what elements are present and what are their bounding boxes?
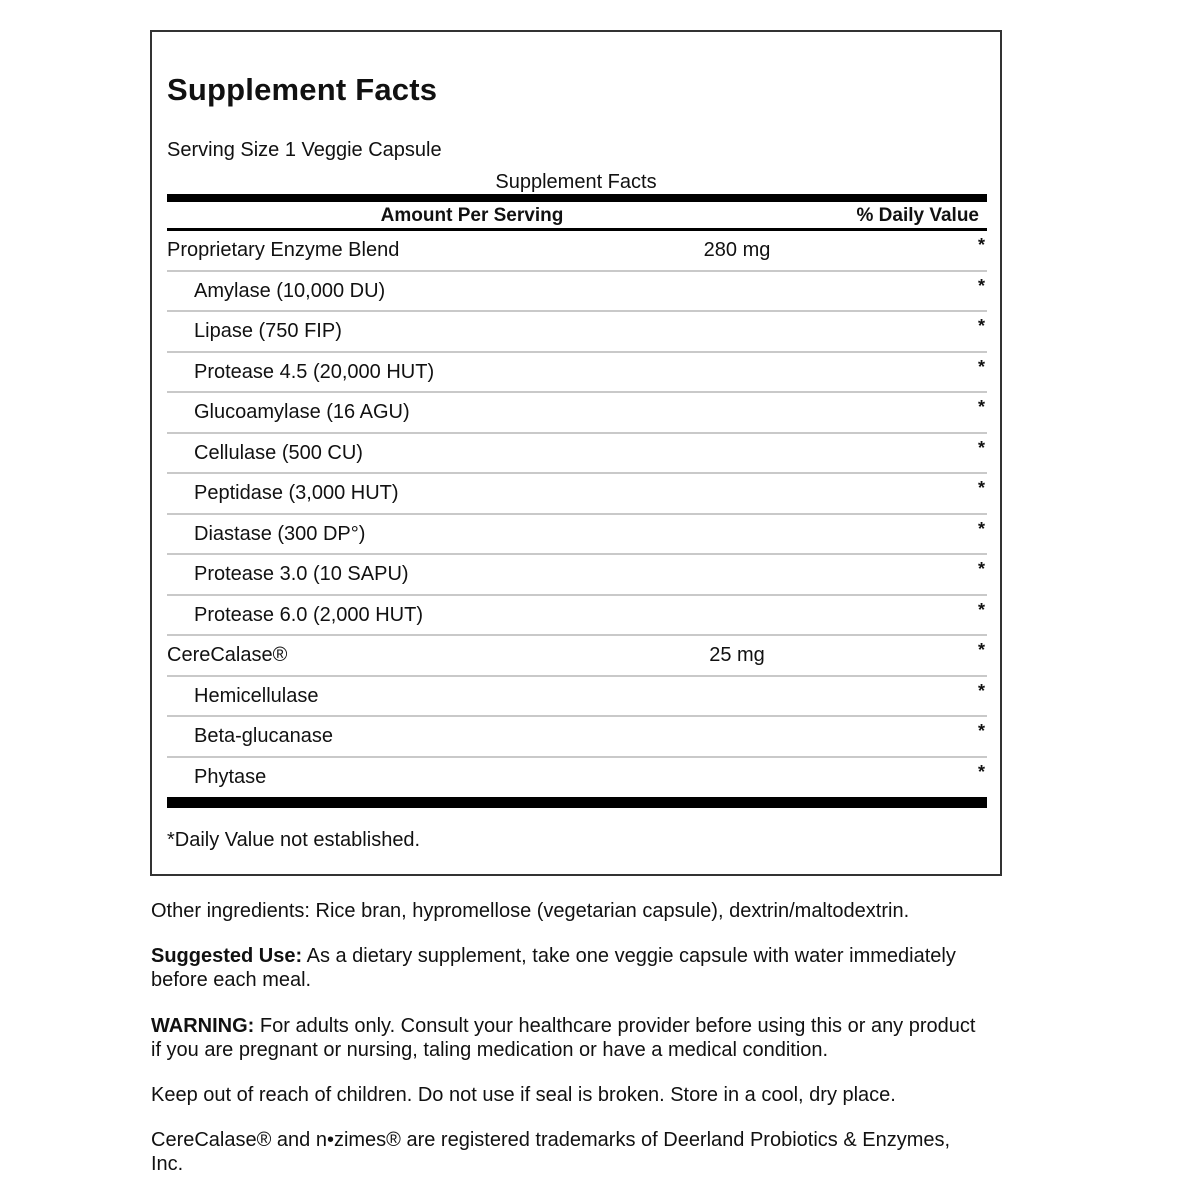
ingredient-name: Glucoamylase (16 AGU) <box>194 401 410 423</box>
panel-title: Supplement Facts <box>167 72 438 107</box>
amount-per-serving-header: Amount Per Serving <box>380 205 564 226</box>
table-row <box>167 515 987 556</box>
table-row <box>167 353 987 394</box>
ingredient-name: CereCalase® <box>167 644 288 666</box>
daily-value: * <box>977 437 985 458</box>
suggested-use-label: Suggested Use: <box>151 945 303 967</box>
table-row <box>167 677 987 718</box>
trademark-notice: CereCalase® and n•zimes® are registered trademarks of Deerland Probiotics & Enzymes, Inc. <box>151 1129 951 1175</box>
warning-text: For adults only. Consult your healthcare provider before using this or any product if you are pregnant or nursing, taling medication or have a medical condition. <box>151 1015 976 1061</box>
ingredient-name: Hemicellulase <box>194 684 319 707</box>
ingredient-amount: 280 mg <box>703 239 771 261</box>
daily-value: * <box>977 680 985 701</box>
table-row <box>167 555 987 596</box>
table-row <box>167 636 987 677</box>
ingredient-name: Diastase (300 DP°) <box>194 522 366 545</box>
ingredient-table <box>167 231 987 798</box>
daily-value: * <box>977 397 985 417</box>
table-row <box>167 312 987 353</box>
ingredient-name: Cellulase (500 CU) <box>194 441 363 464</box>
daily-value: * <box>977 761 985 782</box>
daily-value: * <box>977 599 985 620</box>
top-thick-divider <box>167 194 987 202</box>
daily-value: * <box>977 518 985 539</box>
daily-value: * <box>977 559 985 579</box>
daily-value: * <box>977 478 985 498</box>
warning <box>151 1014 981 1062</box>
ingredient-name: Proprietary Enzyme Blend <box>167 239 400 261</box>
table-row <box>167 272 987 313</box>
daily-value-header: % Daily Value <box>856 205 979 226</box>
ingredient-name: Peptidase (3,000 HUT) <box>194 482 399 504</box>
suggested-use <box>151 944 981 992</box>
table-row <box>167 474 987 515</box>
table-row <box>167 434 987 475</box>
ingredient-name: Amylase (10,000 DU) <box>194 279 386 302</box>
serving-size: Serving Size 1 Veggie Capsule <box>167 139 442 161</box>
supplement-facts-panel <box>150 30 1002 876</box>
table-row <box>167 717 987 758</box>
daily-value: * <box>977 235 985 255</box>
table-caption: Supplement Facts <box>495 171 657 193</box>
table-header <box>167 204 987 228</box>
ingredient-name: Beta-glucanase <box>194 725 333 747</box>
daily-value: * <box>977 721 985 741</box>
table-row <box>167 596 987 637</box>
other-ingredients: Other ingredients: Rice bran, hypromellose (vegetarian capsule), dextrin/maltodextrin. <box>151 900 910 922</box>
warning-label: WARNING: <box>151 1015 255 1037</box>
ingredient-name: Protease 6.0 (2,000 HUT) <box>194 603 423 626</box>
storage-instructions: Keep out of reach of children. Do not use if seal is broken. Store in a cool, dry place. <box>151 1084 896 1106</box>
bottom-thick-divider <box>167 797 987 808</box>
ingredient-name: Phytase <box>194 765 267 788</box>
table-row <box>167 758 987 799</box>
daily-value: * <box>977 356 985 377</box>
table-row <box>167 231 987 272</box>
ingredient-name: Lipase (750 FIP) <box>194 320 342 342</box>
daily-value: * <box>977 275 985 296</box>
ingredient-name: Protease 4.5 (20,000 HUT) <box>194 360 435 383</box>
ingredient-amount: 25 mg <box>709 644 765 666</box>
table-row <box>167 393 987 434</box>
ingredient-name: Protease 3.0 (10 SAPU) <box>194 563 409 585</box>
daily-value: * <box>977 640 985 660</box>
daily-value-footnote: *Daily Value not established. <box>167 829 421 851</box>
daily-value: * <box>977 316 985 336</box>
suggested-use-text: As a dietary supplement, take one veggie capsule with water immediately before each meal. <box>151 945 956 991</box>
